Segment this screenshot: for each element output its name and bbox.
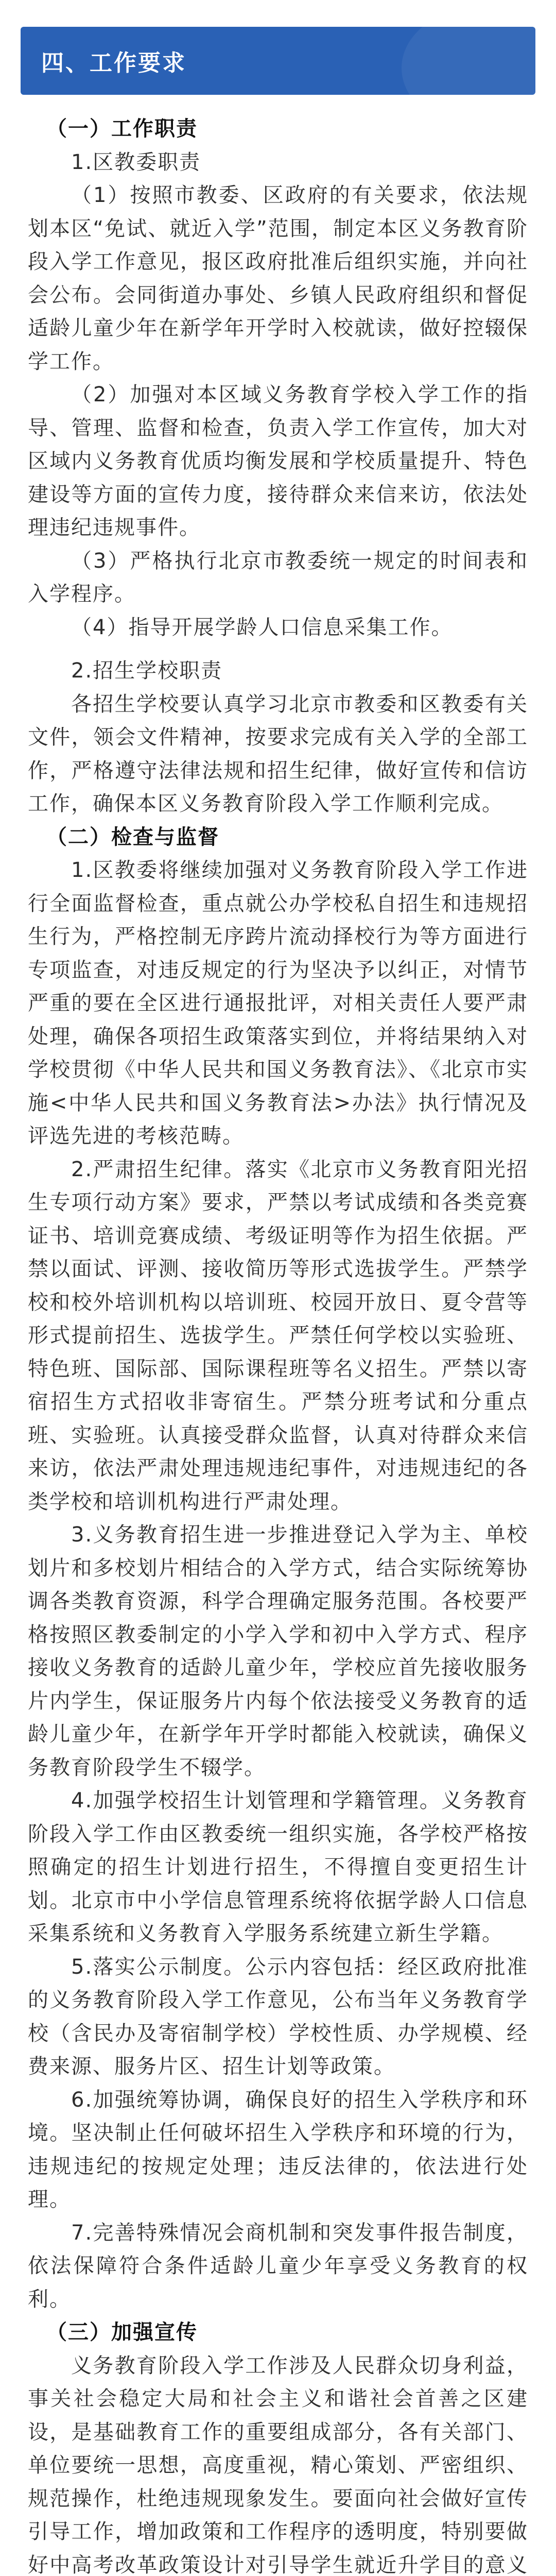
paragraph: （2）加强对本区域义务教育学校入学工作的指导、管理、监督和检查，负责入学工作宣传，加大对区域内义务教育优质均衡发展和学校质量提升、特色建设等方面的宣传力度，接待群众来信来访，依法处理违纪违规事件。 <box>28 383 528 539</box>
paragraph: （4）指导开展学龄人口信息采集工作。 <box>71 615 453 639</box>
document-body <box>21 95 535 2576</box>
paragraph: 4.加强学校招生计划管理和学籍管理。义务教育阶段入学工作由区教委统一组织实施，各学校严格按照确定的招生计划进行招生，不得擅自变更招生计划。北京市中小学信息管理系统将依据学龄人口信息采集系统和义务教育入学服务系统建立新生学籍。 <box>28 1789 528 1945</box>
subsection-heading-district-commission: 1.区教委职责 <box>71 150 201 174</box>
paragraph: 义务教育阶段入学工作涉及人民群众切身利益，事关社会稳定大局和社会主义和谐社会首善之区建设，是基础教育工作的重要组成部分，各有关部门、单位要统一思想，高度重视，精心策划、严密组织、规范操作，杜绝违规现象发生。要面向社会做好宣传引导工作，增加政策和工作程序的透明度，特别要做好中高考改革政策设计对引导学生就近升学目的意义 <box>28 2353 528 2576</box>
paragraph: 2.严肃招生纪律。落实《北京市义务教育阳光招生专项行动方案》要求，严禁以考试成绩和各类竞赛证书、培训竞赛成绩、考级证明等作为招生依据。严禁以面试、评测、接收简历等形式选拔学生。严禁学校和校外培训机构以培训班、校园开放日、夏令营等形式提前招生、选拔学生。严禁任何学校以实验班、特色班、国际部、国际课程班等名义招生。严禁以寄宿招生方式招收非寄宿生。严禁分班考试和分重点班、实验班。认真接受群众监督，认真对待群众来信来访，依法严肃处理违规违纪事件，对违规违纪的各类学校和培训机构进行严肃处理。 <box>28 1157 528 1514</box>
paragraph: 各招生学校要认真学习北京市教委和区教委有关文件，领会文件精神，按要求完成有关入学的全部工作，严格遵守法律法规和招生纪律，做好宣传和信访工作，确保本区义务教育阶段入学工作顺利完成。 <box>28 692 528 816</box>
paragraph: 3.义务教育招生进一步推进登记入学为主、单校划片和多校划片相结合的入学方式，结合实际统筹协调各类教育资源，科学合理确定服务范围。各校要严格按照区教委制定的小学入学和初中入学方式、程序接收义务教育的适龄儿童少年，学校应首先接收服务片内学生，保证服务片内每个依法接受义务教育的适龄儿童少年，在新学年开学时都能入校就读，确保义务教育阶段学生不辍学。 <box>28 1523 528 1780</box>
subsection-heading-school: 2.招生学校职责 <box>71 659 223 683</box>
section-title-bar <box>21 27 535 95</box>
section-heading-inspection: （二）检查与监督 <box>46 825 219 849</box>
section-heading-duties: （一）工作职责 <box>46 117 198 141</box>
paragraph: 1.区教委将继续加强对义务教育阶段入学工作进行全面监督检查，重点就公办学校私自招生和违规招生行为，严格控制无序跨片流动择校行为等方面进行专项监查，对违反规定的行为坚决予以纠正，对情节严重的要在全区进行通报批评，对相关责任人要严肃处理，确保各项招生政策落实到位，并将结果纳入对学校贯彻《中华人民共和国义务教育法》、《北京市实施<中华人民共和国义务教育法>办法》执行情况及评选先进的考核范畴。 <box>28 858 528 1148</box>
paragraph: （1）按照市教委、区政府的有关要求，依法规划本区“免试、就近入学”范围，制定本区义务教育阶段入学工作意见，报区政府批准后组织实施，并向社会公布。会同街道办事处、乡镇人民政府组织和督促适龄儿童少年在新学年开学时入校就读，做好控辍保学工作。 <box>28 183 528 374</box>
paragraph: 6.加强统筹协调，确保良好的招生入学秩序和环境。坚决制止任何破坏招生入学秩序和环境的行为，违规违纪的按规定处理；违反法律的，依法进行处理。 <box>28 2088 528 2211</box>
page-title: 四、工作要求 <box>41 50 186 76</box>
paragraph: 7.完善特殊情况会商机制和突发事件报告制度，依法保障符合条件适龄儿童少年享受义务教育的权利。 <box>28 2221 528 2311</box>
section-heading-publicity: （三）加强宣传 <box>46 2320 198 2344</box>
paragraph: 5.落实公示制度。公示内容包括：经区政府批准的义务教育阶段入学工作意见，公布当年义务教育学校（含民办及寄宿制学校）学校性质、办学规模、经费来源、服务片区、招生计划等政策。 <box>28 1955 528 2078</box>
paragraph: （3）严格执行北京市教委统一规定的时间表和入学程序。 <box>28 549 528 606</box>
